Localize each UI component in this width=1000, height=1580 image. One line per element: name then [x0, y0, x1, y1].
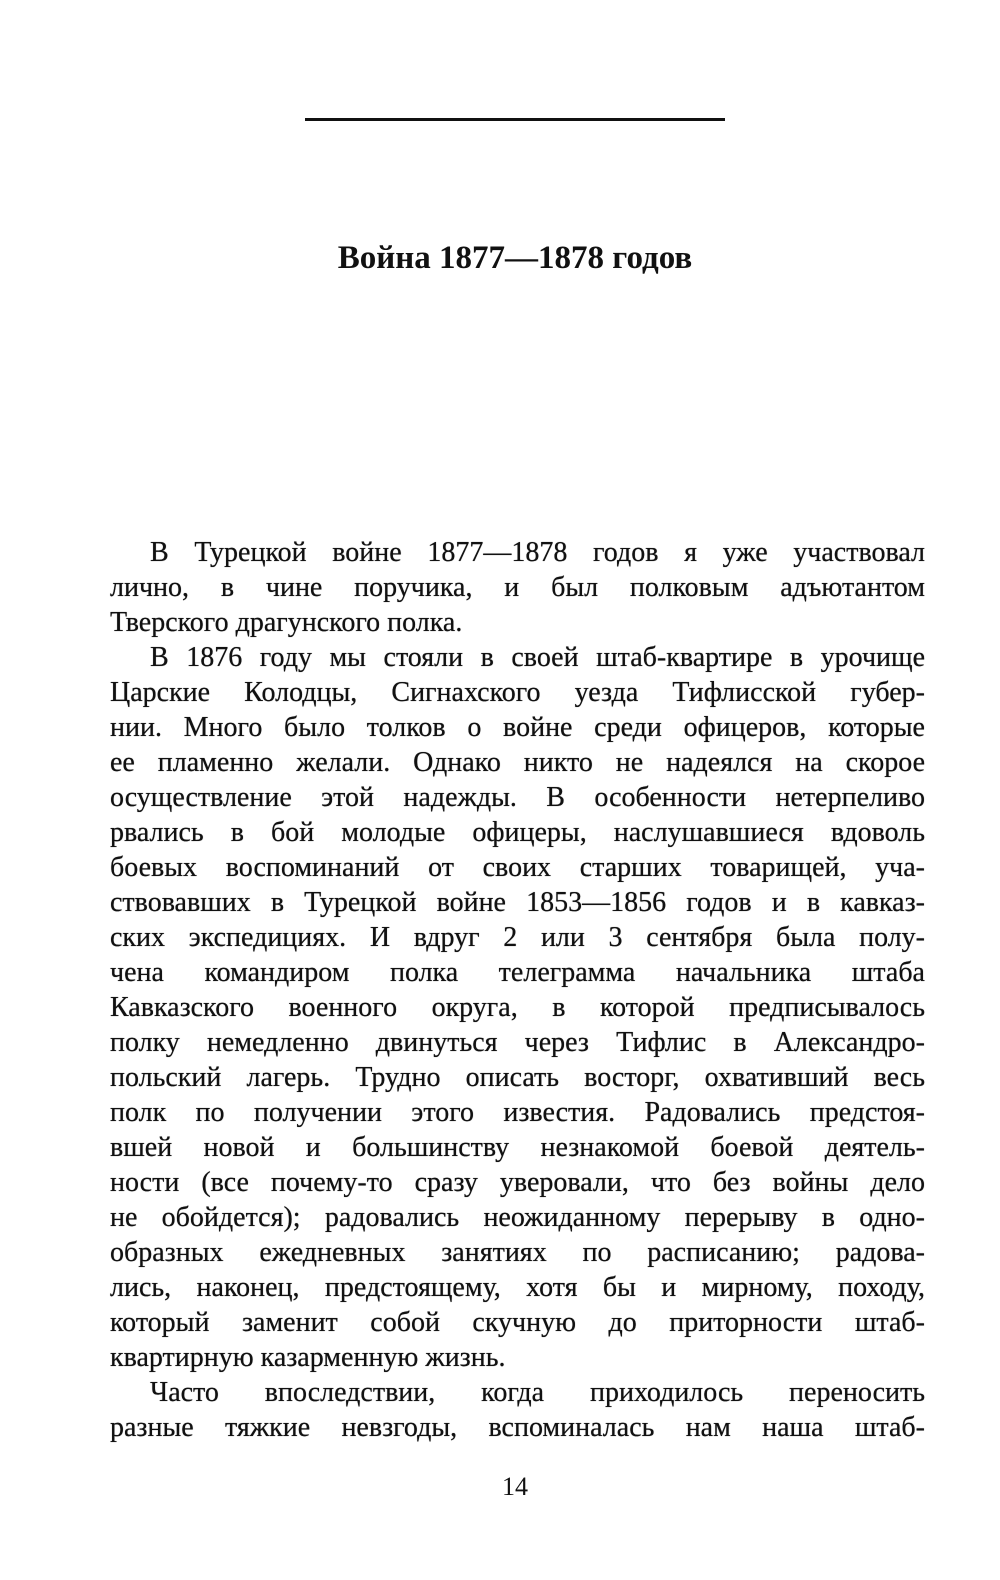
text-line: полк по получении этого известия. Радовались предстоя- [110, 1097, 925, 1128]
text-line: ствовавших в Турецкой войне 1853—1856 годов и в кавказ- [110, 887, 925, 918]
body-text [110, 535, 925, 1445]
text-line: вшей новой и большинству незнакомой боевой деятель- [110, 1132, 925, 1163]
text-line: Царские Колодцы, Сигнахского уезда Тифлисской губер- [110, 677, 925, 708]
text-line: разные тяжкие невзгоды, вспоминалась нам наша штаб- [110, 1412, 925, 1443]
text-line: Кавказского военного округа, в которой предписывалось [110, 992, 925, 1023]
chapter-title: Война 1877—1878 годов [337, 240, 693, 276]
text-line: рвались в бой молодые офицеры, наслушавшиеся вдоволь [110, 817, 925, 848]
text-line: нии. Много было толков о войне среди офицеров, которые [110, 712, 925, 743]
text-line: ее пламенно желали. Однако никто не надеялся на скорое [110, 747, 925, 778]
text-line: чена командиром полка телеграмма начальника штаба [110, 957, 925, 988]
text-line: Тверского драгунского полка. [110, 607, 463, 638]
text-line: не обойдется); радовались неожиданному перерыву в одно- [110, 1202, 925, 1233]
page-number: 14 [502, 1472, 528, 1501]
text-line: польский лагерь. Трудно описать восторг, охвативший весь [110, 1062, 925, 1093]
text-line: ских экспедициях. И вдруг 2 или 3 сентября была полу- [110, 922, 925, 953]
text-line: который заменит собой скучную до приторности штаб- [110, 1307, 925, 1338]
text-line: осуществление этой надежды. В особенности нетерпеливо [110, 782, 925, 813]
text-line: боевых воспоминаний от своих старших товарищей, уча- [110, 852, 925, 883]
text-line: полку немедленно двинуться через Тифлис в Александро- [110, 1027, 925, 1058]
text-line: лично, в чине поручика, и был полковым адъютантом [110, 572, 925, 603]
text-line: квартирную казарменную жизнь. [110, 1342, 506, 1373]
header-rule [305, 118, 725, 121]
text-line: Часто впоследствии, когда приходилось переносить [150, 1377, 925, 1408]
text-line: образных ежедневных занятиях по расписанию; радова- [110, 1237, 925, 1268]
text-line: ности (все почему-то сразу уверовали, что без войны дело [110, 1167, 925, 1198]
text-line: В 1876 году мы стояли в своей штаб-квартире в урочище [150, 642, 925, 673]
text-line: лись, наконец, предстоящему, хотя бы и мирному, походу, [110, 1272, 925, 1303]
text-line: В Турецкой войне 1877—1878 годов я уже участвовал [150, 537, 925, 568]
